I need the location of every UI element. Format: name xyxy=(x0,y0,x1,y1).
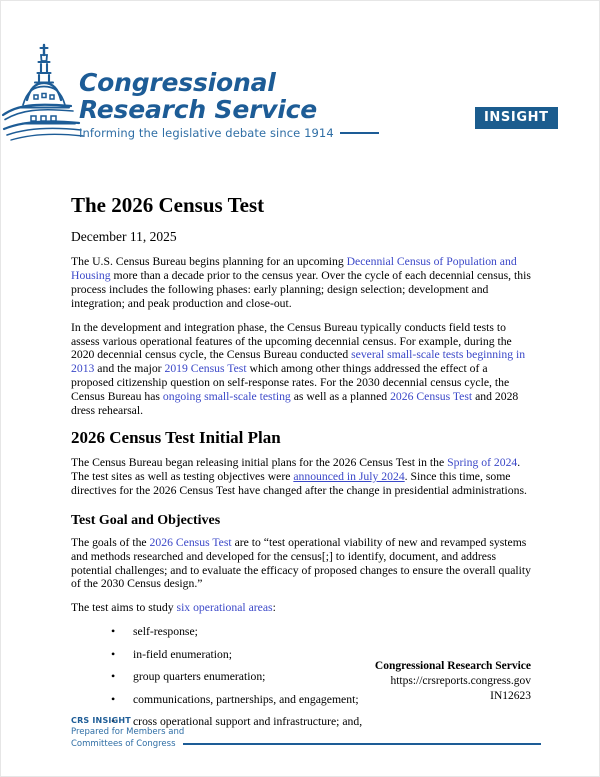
text-segment: . Since this time, some directives for the 2026 Census Test have changed after the change in presidential administrations. xyxy=(71,469,527,497)
text-segment: . The test sites as well as testing objectives were xyxy=(71,455,521,483)
text-segment: are to “test operational viability of new and revamped systems and methods researched and developed for the census[;] to identify, document, and address potential challenges; and to evaluate the efficacy of proposed changes to ensure the overall quality of the 2030 Census design.” xyxy=(71,535,531,591)
link-six-operational-areas[interactable]: six operational areas xyxy=(176,601,273,615)
footer-url[interactable]: https://crsreports.congress.gov xyxy=(390,675,531,687)
text-segment: and 2028 dress rehearsal. xyxy=(71,390,519,418)
crs-masthead xyxy=(1,43,481,155)
crs-insight-line-2-row xyxy=(71,738,541,750)
link-decennial-census[interactable]: Decennial Census of Population and Housing xyxy=(71,255,517,282)
crs-wordmark xyxy=(79,69,379,140)
text-segment: which among other things addressed the effect of a proposed citizenship question on self-response rates. For the 2030 decennial census cycle, the Census Bureau has xyxy=(71,362,510,404)
link-announced-july-2024[interactable]: announced in July 2024 xyxy=(293,469,405,483)
text-segment: The goals of the xyxy=(71,535,150,549)
crs-insight-line-2: Committees of Congress xyxy=(71,739,176,749)
text-segment: The test aims to study xyxy=(71,601,177,615)
list-item: • cross operational support and infrastructure; and, xyxy=(111,715,532,729)
text-segment: The U.S. Census Bureau begins planning for an upcoming xyxy=(71,255,347,268)
crs-tagline: Informing the legislative debate since 1914 xyxy=(79,126,334,140)
list-item: • communications, partnerships, and engagement; xyxy=(111,693,532,707)
crs-capitol-dome-logo xyxy=(1,43,87,143)
link-small-scale-tests-2013[interactable]: several small-scale tests beginning in 2013 xyxy=(71,348,526,376)
wordmark-line-2: Research Service xyxy=(79,95,318,124)
wordmark-line-1: Congressional xyxy=(79,68,276,97)
text-segment: : xyxy=(272,601,276,615)
text-segment: and the major xyxy=(94,362,165,376)
list-item: • self-response; xyxy=(111,625,532,639)
text-segment: more than a decade prior to the census year. Over the cycle of each decennial census, this process includes the following phases: early planning; design selection; development and integration; and peak production and close-out. xyxy=(71,268,531,310)
section-heading-initial-plan: 2026 Census Test Initial Plan xyxy=(71,427,281,447)
tagline-rule xyxy=(340,132,379,134)
paragraph-field-tests xyxy=(71,321,532,418)
insight-badge: INSIGHT xyxy=(475,107,558,129)
paragraph-goals xyxy=(71,536,532,592)
link-ongoing-small-scale-testing[interactable]: ongoing small-scale testing xyxy=(162,390,291,404)
link-2026-census-test-goals[interactable]: 2026 Census Test xyxy=(149,535,232,549)
list-item: • in-field enumeration; xyxy=(111,648,532,662)
page-footer xyxy=(231,659,531,704)
tagline-row xyxy=(79,126,379,140)
footer-organization: Congressional Research Service xyxy=(374,660,531,672)
text-segment: In the development and integration phase, the Census Bureau typically conducts field tests to assess various operational features of the upcoming decennial census. For example, during the 2020 decennial census cycle, the Census Bureau conducted xyxy=(71,320,512,362)
link-spring-2024[interactable]: Spring of 2024 xyxy=(447,455,518,469)
subsection-heading-test-goal: Test Goal and Objectives xyxy=(71,512,221,528)
crs-insight-label: CRS INSIGHT xyxy=(71,716,131,725)
text-segment: The Census Bureau began releasing initial plans for the 2026 Census Test in the xyxy=(71,455,448,469)
footer-report-id: IN12623 xyxy=(490,690,531,702)
link-2019-census-test[interactable]: 2019 Census Test xyxy=(164,362,247,376)
paragraph-initial-plan xyxy=(71,456,532,498)
crs-insight-footer xyxy=(71,715,541,750)
text-segment: as well as a planned xyxy=(290,390,391,404)
link-2026-census-test[interactable]: 2026 Census Test xyxy=(390,390,473,404)
list-item: • group quarters enumeration; xyxy=(111,670,532,684)
crs-insight-line-1: Prepared for Members and xyxy=(71,727,185,737)
page-title: The 2026 Census Test xyxy=(71,193,265,218)
footer-rule xyxy=(183,743,541,744)
publication-date: December 11, 2025 xyxy=(71,229,177,244)
paragraph-intro xyxy=(71,255,532,311)
paragraph-operational-areas-lead xyxy=(71,601,532,615)
